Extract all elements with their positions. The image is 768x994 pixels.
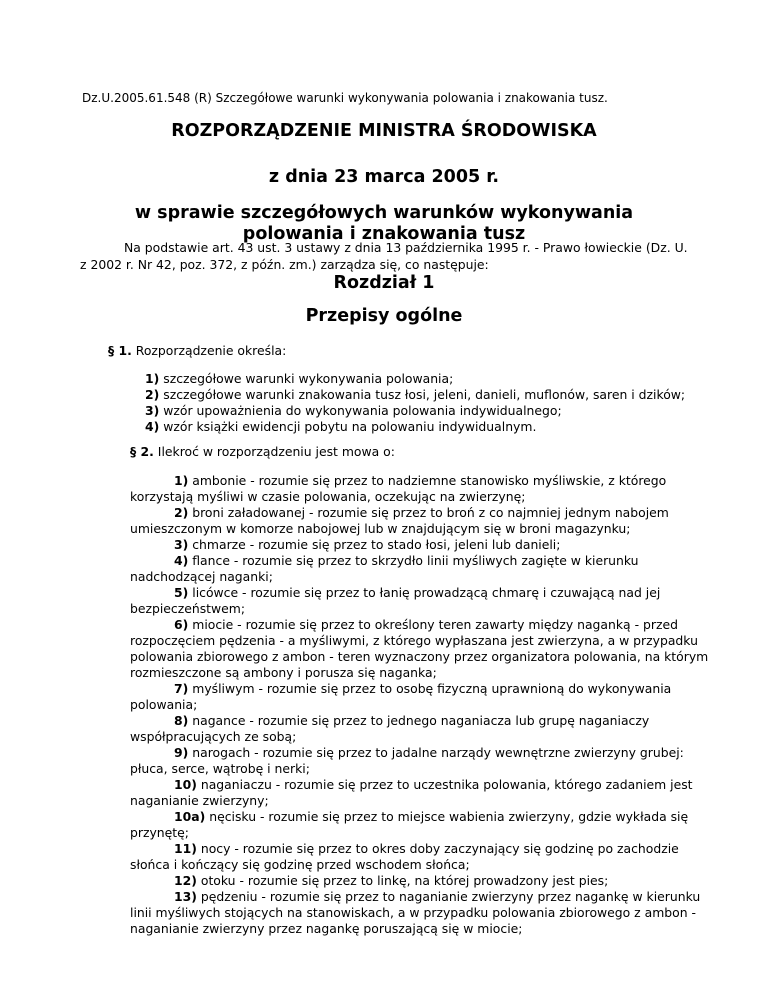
- definition-number: 12): [174, 873, 197, 888]
- definition-text: narogach - rozumie się przez to jadalne narządy wewnętrzne zwierzyny grubej: płuca, serce, wątrobę i nerki;: [130, 745, 684, 776]
- definition-text: ambonie - rozumie się przez to nadziemne stanowisko myśliwskie, z którego korzystają myśliwi w czasie polowania, oczekując na zwierzynę;: [130, 473, 667, 504]
- definition-item: [130, 681, 710, 713]
- definition-text: miocie - rozumie się przez to określony teren zawarty między naganką - przed rozpoczęciem pędzenia - a myśliwymi, z którego wypłaszana jest zwierzyna, a w przypadku polowania zbiorowego z ambon - teren wyznaczony przez organizatora polowania, na którym rozmieszczone są ambony i porusza się naganka;: [130, 617, 709, 680]
- regulation-date: z dnia 23 marca 2005 r.: [268, 167, 500, 187]
- list-item-number: 4): [145, 419, 160, 434]
- list-item: [145, 371, 685, 387]
- definition-text: nęcisku - rozumie się przez to miejsce wabienia zwierzyny, gdzie wykłada się przynętę;: [130, 809, 689, 840]
- definition-number: 6): [174, 617, 189, 632]
- regulation-subject: w sprawie szczegółowych warunków wykonywania polowania i znakowania tusz: [134, 203, 634, 244]
- list-item: [145, 387, 685, 403]
- definition-item: [130, 745, 710, 777]
- definition-text: licówce - rozumie się przez to łanię prowadzącą chmarę i czuwającą nad jej bezpieczeństwem;: [130, 585, 661, 616]
- chapter-number: Rozdział 1: [333, 273, 435, 293]
- section-2-definitions: [130, 473, 710, 937]
- definition-number: 2): [174, 505, 189, 520]
- section-1-text: Rozporządzenie określa:: [135, 343, 287, 358]
- list-item: [145, 419, 685, 435]
- section-2-intro: [130, 444, 395, 460]
- definition-number: 1): [174, 473, 189, 488]
- definition-number: 4): [174, 553, 189, 568]
- definition-text: chmarze - rozumie się przez to stado łosi, jeleni lub danieli;: [192, 537, 561, 552]
- definition-text: myśliwym - rozumie się przez to osobę fizyczną uprawnioną do wykonywania polowania;: [130, 681, 672, 712]
- list-item: [145, 403, 685, 419]
- definition-text: broni załadowanej - rozumie się przez to broń z co najmniej jednym nabojem umieszczonym w komorze nabojowej lub w znajdującym się w broni magazynku;: [130, 505, 669, 536]
- list-item-number: 2): [145, 387, 160, 402]
- list-item-text: wzór upoważnienia do wykonywania polowania indywidualnego;: [163, 403, 562, 418]
- definition-item: [130, 777, 710, 809]
- section-2-label: § 2.: [130, 444, 154, 459]
- definition-number: 10a): [174, 809, 206, 824]
- definition-text: naganiaczu - rozumie się przez to uczestnika polowania, którego zadaniem jest naganianie zwierzyny;: [130, 777, 693, 808]
- definition-number: 3): [174, 537, 189, 552]
- document-citation: Dz.U.2005.61.548 (R) Szczegółowe warunki wykonywania polowania i znakowania tusz.: [82, 91, 608, 105]
- definition-item: [130, 617, 710, 681]
- definition-item: [130, 841, 710, 873]
- section-1-intro: [108, 343, 286, 359]
- definition-item: [130, 473, 710, 505]
- definition-text: nagance - rozumie się przez to jednego naganiacza lub grupę naganiaczy współpracujących ze sobą;: [130, 713, 650, 744]
- definition-number: 8): [174, 713, 189, 728]
- list-item-text: szczegółowe warunki znakowania tusz łosi, jeleni, danieli, muflonów, saren i dzików;: [163, 387, 686, 402]
- definition-number: 9): [174, 745, 189, 760]
- definition-item: [130, 809, 710, 841]
- definition-item: [130, 505, 710, 537]
- definition-number: 13): [174, 889, 197, 904]
- section-1-label: § 1.: [108, 343, 132, 358]
- definition-text: otoku - rozumie się przez to linkę, na której prowadzony jest pies;: [200, 873, 609, 888]
- list-item-number: 3): [145, 403, 160, 418]
- definition-number: 11): [174, 841, 197, 856]
- definition-number: 10): [174, 777, 197, 792]
- list-item-text: szczegółowe warunki wykonywania polowania;: [163, 371, 454, 386]
- definition-item: [130, 537, 710, 553]
- definition-item: [130, 585, 710, 617]
- regulation-title: ROZPORZĄDZENIE MINISTRA ŚRODOWISKA: [171, 121, 597, 141]
- section-2-text: Ilekroć w rozporządzeniu jest mowa o:: [157, 444, 395, 459]
- preamble: Na podstawie art. 43 ust. 3 ustawy z dnia 13 października 1995 r. - Prawo łowieckie (Dz. U. z 2002 r. Nr 42, poz. 372, z późn. zm.) zarządza się, co następuje:: [80, 240, 688, 272]
- chapter-name: Przepisy ogólne: [305, 306, 463, 326]
- definition-text: pędzeniu - rozumie się przez to naganianie zwierzyny przez nagankę w kierunku linii myśliwych stojących na stanowiskach, a w przypadku polowania zbiorowego z ambon - naganianie zwierzyny przez nagankę poruszającą się w miocie;: [130, 889, 701, 936]
- definition-number: 5): [174, 585, 189, 600]
- section-1-list: [145, 371, 685, 435]
- list-item-text: wzór książki ewidencji pobytu na polowaniu indywidualnym.: [163, 419, 537, 434]
- definition-number: 7): [174, 681, 189, 696]
- definition-item: [130, 713, 710, 745]
- definition-text: nocy - rozumie się przez to okres doby zaczynający się godzinę po zachodzie słońca i kończący się godzinę przed wschodem słońca;: [130, 841, 679, 872]
- definition-text: flance - rozumie się przez to skrzydło linii myśliwych zagięte w kierunku nadchodzącej naganki;: [130, 553, 639, 584]
- definition-item: [130, 873, 710, 889]
- list-item-number: 1): [145, 371, 160, 386]
- definition-item: [130, 553, 710, 585]
- definition-item: [130, 889, 710, 937]
